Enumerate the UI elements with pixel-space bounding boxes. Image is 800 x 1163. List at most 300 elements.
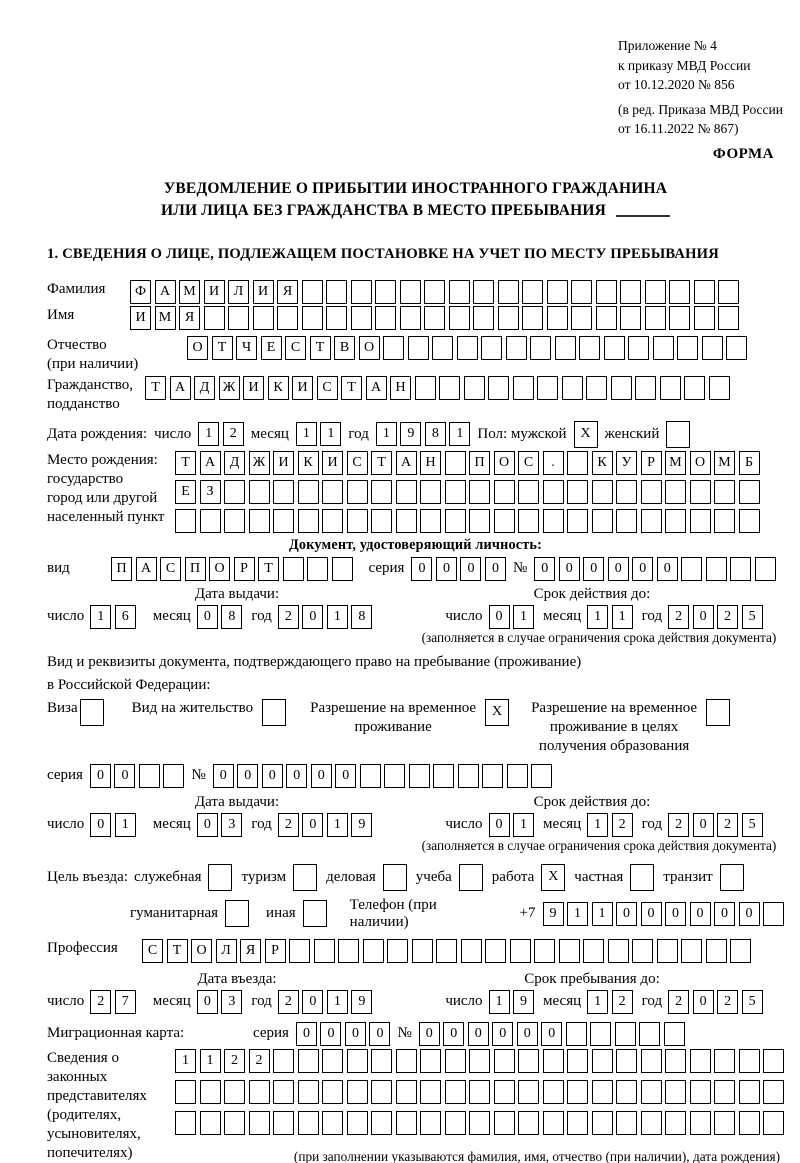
cell-filled[interactable]: М: [155, 306, 176, 330]
cell-empty[interactable]: [249, 1111, 270, 1135]
cell-empty[interactable]: [298, 509, 319, 533]
purpose-official-checkbox[interactable]: [208, 864, 232, 891]
cell-empty[interactable]: [694, 306, 715, 330]
cell-empty[interactable]: [303, 900, 327, 927]
cell-empty[interactable]: [669, 280, 690, 304]
cell-filled[interactable]: 9: [543, 902, 564, 926]
cell-empty[interactable]: [690, 1049, 711, 1073]
cell-filled[interactable]: 1: [513, 813, 534, 837]
cell-empty[interactable]: [469, 1111, 490, 1135]
cell-filled[interactable]: 0: [693, 813, 714, 837]
cell-empty[interactable]: [620, 280, 641, 304]
cell-filled[interactable]: И: [130, 306, 151, 330]
cell-empty[interactable]: [420, 1080, 441, 1104]
cell-empty[interactable]: [307, 557, 328, 581]
cell-empty[interactable]: [669, 306, 690, 330]
cell-empty[interactable]: [326, 280, 347, 304]
stay-month-cells[interactable]: [587, 990, 633, 1014]
cell-filled[interactable]: О: [191, 939, 212, 963]
cell-empty[interactable]: [620, 306, 641, 330]
cell-empty[interactable]: [200, 1111, 221, 1135]
male-checkbox[interactable]: [574, 421, 598, 448]
cell-filled[interactable]: 0: [311, 764, 332, 788]
cell-empty[interactable]: [579, 336, 600, 360]
cell-empty[interactable]: [665, 1049, 686, 1073]
cell-empty[interactable]: [641, 1111, 662, 1135]
cell-empty[interactable]: [224, 509, 245, 533]
cell-empty[interactable]: [249, 480, 270, 504]
cell-empty[interactable]: [632, 939, 653, 963]
cell-empty[interactable]: [616, 1049, 637, 1073]
cell-empty[interactable]: [420, 1049, 441, 1073]
cell-empty[interactable]: [409, 764, 430, 788]
cell-filled[interactable]: С: [518, 451, 539, 475]
cell-empty[interactable]: [665, 480, 686, 504]
cell-empty[interactable]: [604, 336, 625, 360]
cell-empty[interactable]: [684, 376, 705, 400]
cell-filled[interactable]: К: [268, 376, 289, 400]
cell-filled[interactable]: 1: [198, 422, 219, 446]
cell-empty[interactable]: [498, 306, 519, 330]
cell-filled[interactable]: Д: [194, 376, 215, 400]
cell-empty[interactable]: [224, 480, 245, 504]
cell-filled[interactable]: 0: [665, 902, 686, 926]
cell-empty[interactable]: [730, 557, 751, 581]
cell-filled[interactable]: Т: [175, 451, 196, 475]
cell-filled[interactable]: Я: [179, 306, 200, 330]
cell-filled[interactable]: О: [690, 451, 711, 475]
cell-empty[interactable]: [739, 1080, 760, 1104]
cell-filled[interactable]: 8: [221, 605, 242, 629]
cell-empty[interactable]: [714, 509, 735, 533]
cell-empty[interactable]: [384, 764, 405, 788]
cell-empty[interactable]: [347, 1111, 368, 1135]
cell-empty[interactable]: [200, 509, 221, 533]
cell-filled[interactable]: 6: [115, 605, 136, 629]
cell-empty[interactable]: [449, 306, 470, 330]
cell-empty[interactable]: [592, 1111, 613, 1135]
cell-empty[interactable]: [562, 376, 583, 400]
cell-filled[interactable]: 7: [115, 990, 136, 1014]
cell-empty[interactable]: [383, 336, 404, 360]
cell-empty[interactable]: [298, 480, 319, 504]
cell-filled[interactable]: 1: [567, 902, 588, 926]
cell-empty[interactable]: [611, 376, 632, 400]
cell-filled[interactable]: Н: [420, 451, 441, 475]
residence-permit-checkbox[interactable]: [262, 699, 286, 726]
cell-empty[interactable]: [400, 280, 421, 304]
cell-empty[interactable]: [592, 480, 613, 504]
cell-filled[interactable]: 3: [221, 990, 242, 1014]
cell-filled[interactable]: 0: [90, 813, 111, 837]
cell-filled[interactable]: 1: [587, 813, 608, 837]
cell-filled[interactable]: 1: [90, 605, 111, 629]
cell-empty[interactable]: [322, 1049, 343, 1073]
cell-empty[interactable]: [347, 1049, 368, 1073]
cell-empty[interactable]: [763, 1111, 784, 1135]
iddoc-issue-day-cells[interactable]: [90, 605, 136, 629]
cell-empty[interactable]: [641, 480, 662, 504]
cell-empty[interactable]: [518, 509, 539, 533]
cell-filled[interactable]: 0: [690, 902, 711, 926]
cell-filled[interactable]: 0: [237, 764, 258, 788]
guardians-cells-row3[interactable]: [175, 1111, 784, 1135]
cell-filled[interactable]: Я: [277, 280, 298, 304]
cell-filled[interactable]: З: [200, 480, 221, 504]
cell-empty[interactable]: [396, 1049, 417, 1073]
cell-filled[interactable]: 0: [468, 1022, 489, 1046]
cell-empty[interactable]: [730, 939, 751, 963]
cell-empty[interactable]: [628, 336, 649, 360]
cell-filled[interactable]: Р: [641, 451, 662, 475]
cell-filled[interactable]: 1: [376, 422, 397, 446]
cell-empty[interactable]: [228, 306, 249, 330]
cell-filled[interactable]: С: [347, 451, 368, 475]
cell-filled[interactable]: 2: [278, 605, 299, 629]
cell-empty[interactable]: [400, 306, 421, 330]
cell-empty[interactable]: [433, 764, 454, 788]
cell-empty[interactable]: [445, 480, 466, 504]
cell-empty[interactable]: [371, 480, 392, 504]
cell-filled[interactable]: Л: [216, 939, 237, 963]
stay-year-cells[interactable]: [668, 990, 763, 1014]
cell-empty[interactable]: [396, 1080, 417, 1104]
cell-filled[interactable]: Т: [167, 939, 188, 963]
cell-empty[interactable]: [253, 306, 274, 330]
cell-empty[interactable]: [494, 1080, 515, 1104]
cell-filled[interactable]: С: [317, 376, 338, 400]
cell-empty[interactable]: [616, 509, 637, 533]
cell-empty[interactable]: [531, 764, 552, 788]
cell-empty[interactable]: [347, 480, 368, 504]
cell-empty[interactable]: [763, 1080, 784, 1104]
birthplace-cells-row3[interactable]: [175, 509, 760, 533]
citizenship-cells[interactable]: [145, 376, 730, 400]
cell-filled[interactable]: 2: [717, 990, 738, 1014]
cell-filled[interactable]: Ф: [130, 280, 151, 304]
cell-filled[interactable]: М: [179, 280, 200, 304]
cell-filled[interactable]: С: [160, 557, 181, 581]
cell-empty[interactable]: [298, 1080, 319, 1104]
cell-filled[interactable]: С: [285, 336, 306, 360]
cell-filled[interactable]: 8: [351, 605, 372, 629]
cell-empty[interactable]: [163, 764, 184, 788]
cell-filled[interactable]: 0: [489, 605, 510, 629]
cell-filled[interactable]: 1: [296, 422, 317, 446]
birth-day-cells[interactable]: [198, 422, 244, 446]
cell-empty[interactable]: [507, 764, 528, 788]
cell-empty[interactable]: [547, 306, 568, 330]
cell-empty[interactable]: [396, 1111, 417, 1135]
cell-filled[interactable]: 2: [278, 990, 299, 1014]
cell-filled[interactable]: 2: [278, 813, 299, 837]
cell-empty[interactable]: [706, 939, 727, 963]
cell-filled[interactable]: 2: [717, 605, 738, 629]
cell-empty[interactable]: [506, 336, 527, 360]
cell-empty[interactable]: [412, 939, 433, 963]
cell-filled[interactable]: 0: [296, 1022, 317, 1046]
cell-filled[interactable]: 0: [90, 764, 111, 788]
cell-empty[interactable]: [314, 939, 335, 963]
cell-empty[interactable]: [706, 699, 730, 726]
cell-filled[interactable]: И: [292, 376, 313, 400]
cell-filled[interactable]: Т: [212, 336, 233, 360]
cell-empty[interactable]: [225, 900, 249, 927]
cell-filled[interactable]: 0: [197, 605, 218, 629]
cell-empty[interactable]: [566, 1022, 587, 1046]
cell-empty[interactable]: [224, 1111, 245, 1135]
cell-empty[interactable]: [690, 509, 711, 533]
cell-filled[interactable]: А: [366, 376, 387, 400]
cell-filled[interactable]: 0: [213, 764, 234, 788]
cell-filled[interactable]: 2: [668, 813, 689, 837]
cell-empty[interactable]: [249, 1080, 270, 1104]
cell-empty[interactable]: [351, 306, 372, 330]
cell-empty[interactable]: [371, 1049, 392, 1073]
cell-empty[interactable]: [583, 939, 604, 963]
cell-filled[interactable]: Т: [145, 376, 166, 400]
cell-empty[interactable]: [459, 864, 483, 891]
cell-filled[interactable]: 5: [742, 605, 763, 629]
cell-empty[interactable]: [706, 557, 727, 581]
cell-empty[interactable]: [645, 306, 666, 330]
iddoc-valid-month-cells[interactable]: [587, 605, 633, 629]
cell-filled[interactable]: 5: [742, 990, 763, 1014]
cell-empty[interactable]: [567, 509, 588, 533]
cell-empty[interactable]: [518, 1049, 539, 1073]
cell-empty[interactable]: [534, 939, 555, 963]
cell-empty[interactable]: [469, 509, 490, 533]
cell-filled[interactable]: 0: [739, 902, 760, 926]
cell-filled[interactable]: 0: [302, 813, 323, 837]
cell-filled[interactable]: 2: [612, 990, 633, 1014]
cell-empty[interactable]: [302, 306, 323, 330]
cell-empty[interactable]: [351, 280, 372, 304]
cell-empty[interactable]: [494, 1049, 515, 1073]
cell-empty[interactable]: [714, 1049, 735, 1073]
cell-filled[interactable]: О: [494, 451, 515, 475]
cell-empty[interactable]: [175, 509, 196, 533]
iddoc-valid-year-cells[interactable]: [668, 605, 763, 629]
cell-filled[interactable]: 1: [449, 422, 470, 446]
cell-filled[interactable]: Ж: [249, 451, 270, 475]
purpose-transit-checkbox[interactable]: [720, 864, 744, 891]
cell-empty[interactable]: [567, 1049, 588, 1073]
cell-filled[interactable]: И: [204, 280, 225, 304]
cell-empty[interactable]: [338, 939, 359, 963]
profession-cells[interactable]: [142, 939, 751, 963]
cell-filled[interactable]: А: [136, 557, 157, 581]
birthplace-cells-row1[interactable]: [175, 451, 760, 475]
cell-empty[interactable]: [322, 480, 343, 504]
entry-month-cells[interactable]: [197, 990, 243, 1014]
cell-filled[interactable]: 0: [262, 764, 283, 788]
cell-filled[interactable]: Р: [234, 557, 255, 581]
cell-empty[interactable]: [555, 336, 576, 360]
cell-empty[interactable]: [641, 1080, 662, 1104]
cell-filled[interactable]: 0: [320, 1022, 341, 1046]
cell-empty[interactable]: [543, 1111, 564, 1135]
patronymic-cells[interactable]: [187, 336, 747, 360]
cell-empty[interactable]: [432, 336, 453, 360]
cell-empty[interactable]: [371, 509, 392, 533]
entry-year-cells[interactable]: [278, 990, 373, 1014]
cell-empty[interactable]: [616, 1111, 637, 1135]
birthplace-cells-row2[interactable]: [175, 480, 760, 504]
iddoc-num-cells[interactable]: [534, 557, 776, 581]
resdoc-issue-year-cells[interactable]: [278, 813, 373, 837]
cell-empty[interactable]: [347, 1080, 368, 1104]
cell-filled[interactable]: 0: [541, 1022, 562, 1046]
cell-empty[interactable]: [469, 1080, 490, 1104]
entry-day-cells[interactable]: [90, 990, 136, 1014]
iddoc-issue-year-cells[interactable]: [278, 605, 373, 629]
cell-filled[interactable]: 0: [436, 557, 457, 581]
cell-empty[interactable]: [498, 280, 519, 304]
cell-filled[interactable]: 0: [485, 557, 506, 581]
cell-filled[interactable]: 2: [224, 1049, 245, 1073]
cell-empty[interactable]: [537, 376, 558, 400]
cell-empty[interactable]: [616, 480, 637, 504]
cell-empty[interactable]: [420, 509, 441, 533]
cell-empty[interactable]: [277, 306, 298, 330]
cell-empty[interactable]: [660, 376, 681, 400]
cell-filled[interactable]: 1: [587, 990, 608, 1014]
cell-empty[interactable]: [592, 1049, 613, 1073]
cell-filled[interactable]: К: [298, 451, 319, 475]
cell-empty[interactable]: [559, 939, 580, 963]
cell-empty[interactable]: [755, 557, 776, 581]
temp-residence-edu-checkbox[interactable]: [706, 699, 730, 726]
cell-filled[interactable]: X: [541, 864, 565, 891]
cell-empty[interactable]: [175, 1080, 196, 1104]
cell-empty[interactable]: [702, 336, 723, 360]
cell-empty[interactable]: [469, 480, 490, 504]
cell-empty[interactable]: [714, 1111, 735, 1135]
cell-filled[interactable]: X: [485, 699, 509, 726]
cell-empty[interactable]: [694, 280, 715, 304]
guardians-cells-row1[interactable]: [175, 1049, 784, 1073]
cell-filled[interactable]: 1: [327, 990, 348, 1014]
cell-empty[interactable]: [518, 1080, 539, 1104]
cell-filled[interactable]: 0: [517, 1022, 538, 1046]
cell-filled[interactable]: 1: [513, 605, 534, 629]
cell-empty[interactable]: [690, 1111, 711, 1135]
phone-cells[interactable]: [543, 902, 785, 926]
cell-empty[interactable]: [494, 1111, 515, 1135]
cell-empty[interactable]: [530, 336, 551, 360]
cell-filled[interactable]: А: [200, 451, 221, 475]
cell-empty[interactable]: [473, 306, 494, 330]
cell-filled[interactable]: 0: [286, 764, 307, 788]
cell-filled[interactable]: 5: [742, 813, 763, 837]
cell-empty[interactable]: [439, 376, 460, 400]
cell-empty[interactable]: [481, 336, 502, 360]
purpose-other-checkbox[interactable]: [303, 900, 327, 927]
cell-empty[interactable]: [763, 902, 784, 926]
cell-filled[interactable]: 1: [612, 605, 633, 629]
cell-filled[interactable]: 2: [717, 813, 738, 837]
cell-empty[interactable]: [547, 280, 568, 304]
cell-empty[interactable]: [175, 1111, 196, 1135]
cell-filled[interactable]: Н: [390, 376, 411, 400]
cell-empty[interactable]: [522, 280, 543, 304]
cell-filled[interactable]: Р: [265, 939, 286, 963]
cell-empty[interactable]: [615, 1022, 636, 1046]
cell-filled[interactable]: 0: [335, 764, 356, 788]
iddoc-type-cells[interactable]: [111, 557, 353, 581]
resdoc-issue-month-cells[interactable]: [197, 813, 243, 837]
iddoc-issue-month-cells[interactable]: [197, 605, 243, 629]
cell-empty[interactable]: [586, 376, 607, 400]
cell-empty[interactable]: [494, 509, 515, 533]
cell-empty[interactable]: [681, 557, 702, 581]
cell-empty[interactable]: [571, 280, 592, 304]
cell-filled[interactable]: 0: [345, 1022, 366, 1046]
cell-empty[interactable]: [445, 1049, 466, 1073]
guardians-cells-row2[interactable]: [175, 1080, 784, 1104]
cell-filled[interactable]: И: [253, 280, 274, 304]
cell-empty[interactable]: [424, 306, 445, 330]
cell-empty[interactable]: [322, 509, 343, 533]
cell-empty[interactable]: [80, 699, 104, 726]
cell-empty[interactable]: [139, 764, 160, 788]
cell-empty[interactable]: [681, 939, 702, 963]
cell-empty[interactable]: [718, 306, 739, 330]
cell-filled[interactable]: 0: [693, 990, 714, 1014]
cell-filled[interactable]: 9: [351, 813, 372, 837]
cell-filled[interactable]: 2: [223, 422, 244, 446]
cell-filled[interactable]: П: [469, 451, 490, 475]
cell-filled[interactable]: 0: [460, 557, 481, 581]
cell-empty[interactable]: [464, 376, 485, 400]
cell-filled[interactable]: 0: [302, 605, 323, 629]
cell-empty[interactable]: [449, 280, 470, 304]
cell-empty[interactable]: [510, 939, 531, 963]
cell-empty[interactable]: [289, 939, 310, 963]
cell-filled[interactable]: 8: [425, 422, 446, 446]
cell-empty[interactable]: [690, 1080, 711, 1104]
cell-empty[interactable]: [396, 480, 417, 504]
cell-filled[interactable]: 0: [443, 1022, 464, 1046]
cell-empty[interactable]: [293, 864, 317, 891]
cell-empty[interactable]: [494, 480, 515, 504]
cell-filled[interactable]: М: [714, 451, 735, 475]
cell-filled[interactable]: 1: [327, 813, 348, 837]
cell-empty[interactable]: [461, 939, 482, 963]
cell-filled[interactable]: О: [187, 336, 208, 360]
temp-residence-checkbox[interactable]: [485, 699, 509, 726]
cell-empty[interactable]: [396, 509, 417, 533]
resdoc-issue-day-cells[interactable]: [90, 813, 136, 837]
cell-empty[interactable]: [653, 336, 674, 360]
purpose-study-checkbox[interactable]: [459, 864, 483, 891]
cell-empty[interactable]: [666, 421, 690, 448]
stay-day-cells[interactable]: [489, 990, 535, 1014]
cell-empty[interactable]: [522, 306, 543, 330]
cell-filled[interactable]: 3: [221, 813, 242, 837]
cell-empty[interactable]: [375, 306, 396, 330]
cell-empty[interactable]: [718, 280, 739, 304]
cell-empty[interactable]: [273, 509, 294, 533]
cell-empty[interactable]: [445, 1111, 466, 1135]
cell-filled[interactable]: Д: [224, 451, 245, 475]
name-cells[interactable]: [130, 306, 739, 330]
cell-empty[interactable]: [371, 1111, 392, 1135]
resdoc-seria-cells[interactable]: [90, 764, 185, 788]
cell-filled[interactable]: Ч: [236, 336, 257, 360]
cell-filled[interactable]: Т: [310, 336, 331, 360]
